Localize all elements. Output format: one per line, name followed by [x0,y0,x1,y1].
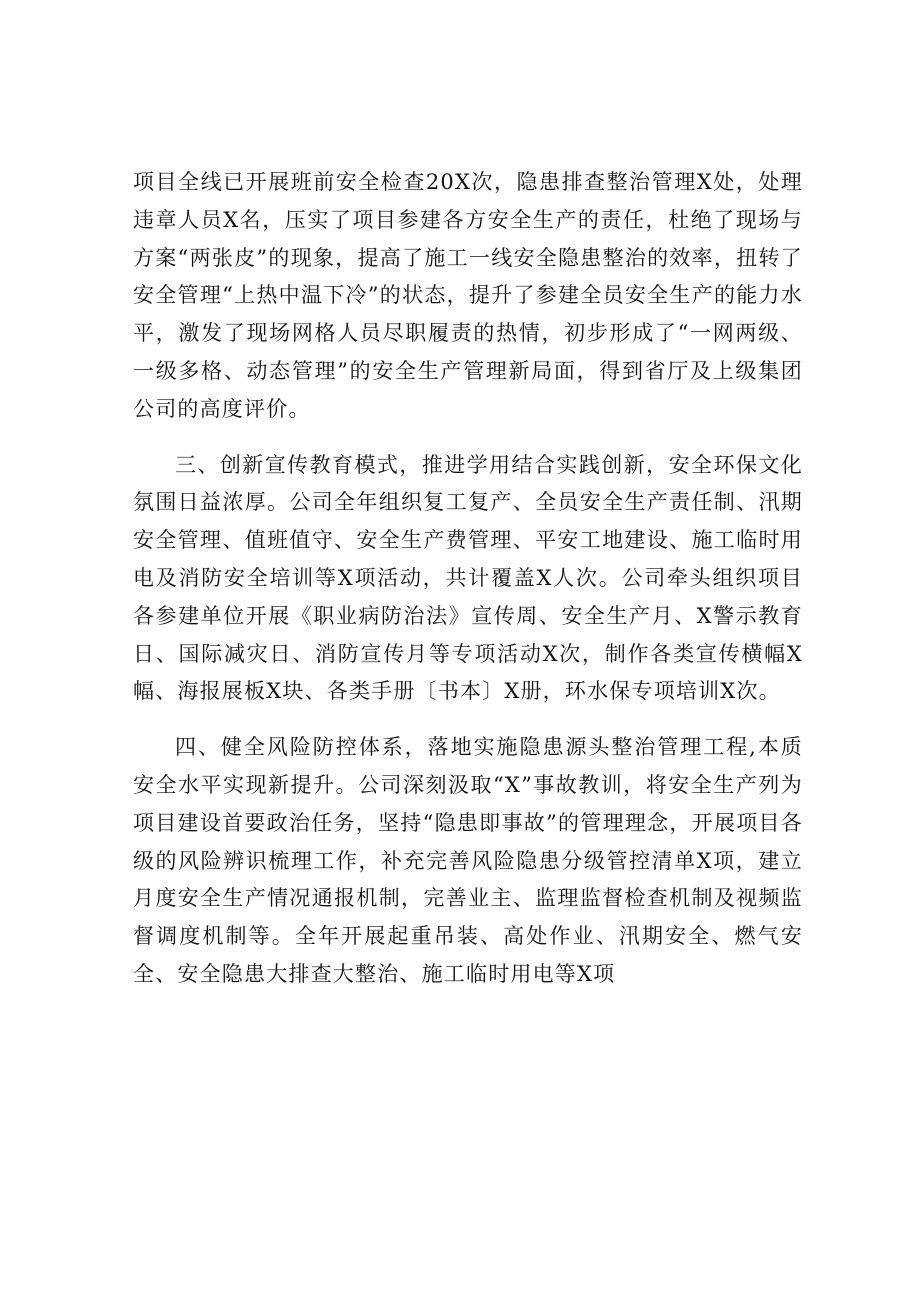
paragraph-continuation: 项目全线已开展班前安全检查20X次，隐患排查整治管理X处，处理违章人员X名，压实了项目参建各方安全生产的责任，杜绝了现场与方案“两张皮”的现象，提高了施工一线安全隐患整治的效率，扭转了安全管理“上热中温下冷”的状态，提升了参建全员安全生产的能力水平，激发了现场网格人员尽职履责的热情，初步形成了“一网两级、一级多格、动态管理”的安全生产管理新局面，得到省厅及上级集团公司的高度评价。 [133,170,803,421]
paragraph-section-4: 四、健全风险防控体系，落地实施隐患源头整治管理工程,本质安全水平实现新提升。公司深刻汲取“X”事故教训，将安全生产列为项目建设首要政治任务，坚持“隐患即事故”的管理理念，开展项目各级的风险辨识梳理工作，补充完善风险隐患分级管控清单X项，建立月度安全生产情况通报机制，完善业主、监理监督检查机制及视频监督调度机制等。全年开展起重吊装、高处作业、汛期安全、燃气安全、安全隐患大排查大整治、施工临时用电等X项 [133,735,803,986]
document-body [133,164,803,994]
paragraph-section-3: 三、创新宣传教育模式，推进学用结合实践创新，安全环保文化氛围日益浓厚。公司全年组织复工复产、全员安全生产责任制、汛期安全管理、值班值守、安全生产费管理、平安工地建设、施工临时用电及消防安全培训等X项活动，共计覆盖X人次。公司牵头组织项目各参建单位开展《职业病防治法》宣传周、安全生产月、X警示教育日、国际减灾日、消防宣传月等专项活动X次，制作各类宣传横幅X幅、海报展板X块、各类手册〔书本〕X册，环水保专项培训X次。 [133,452,803,704]
